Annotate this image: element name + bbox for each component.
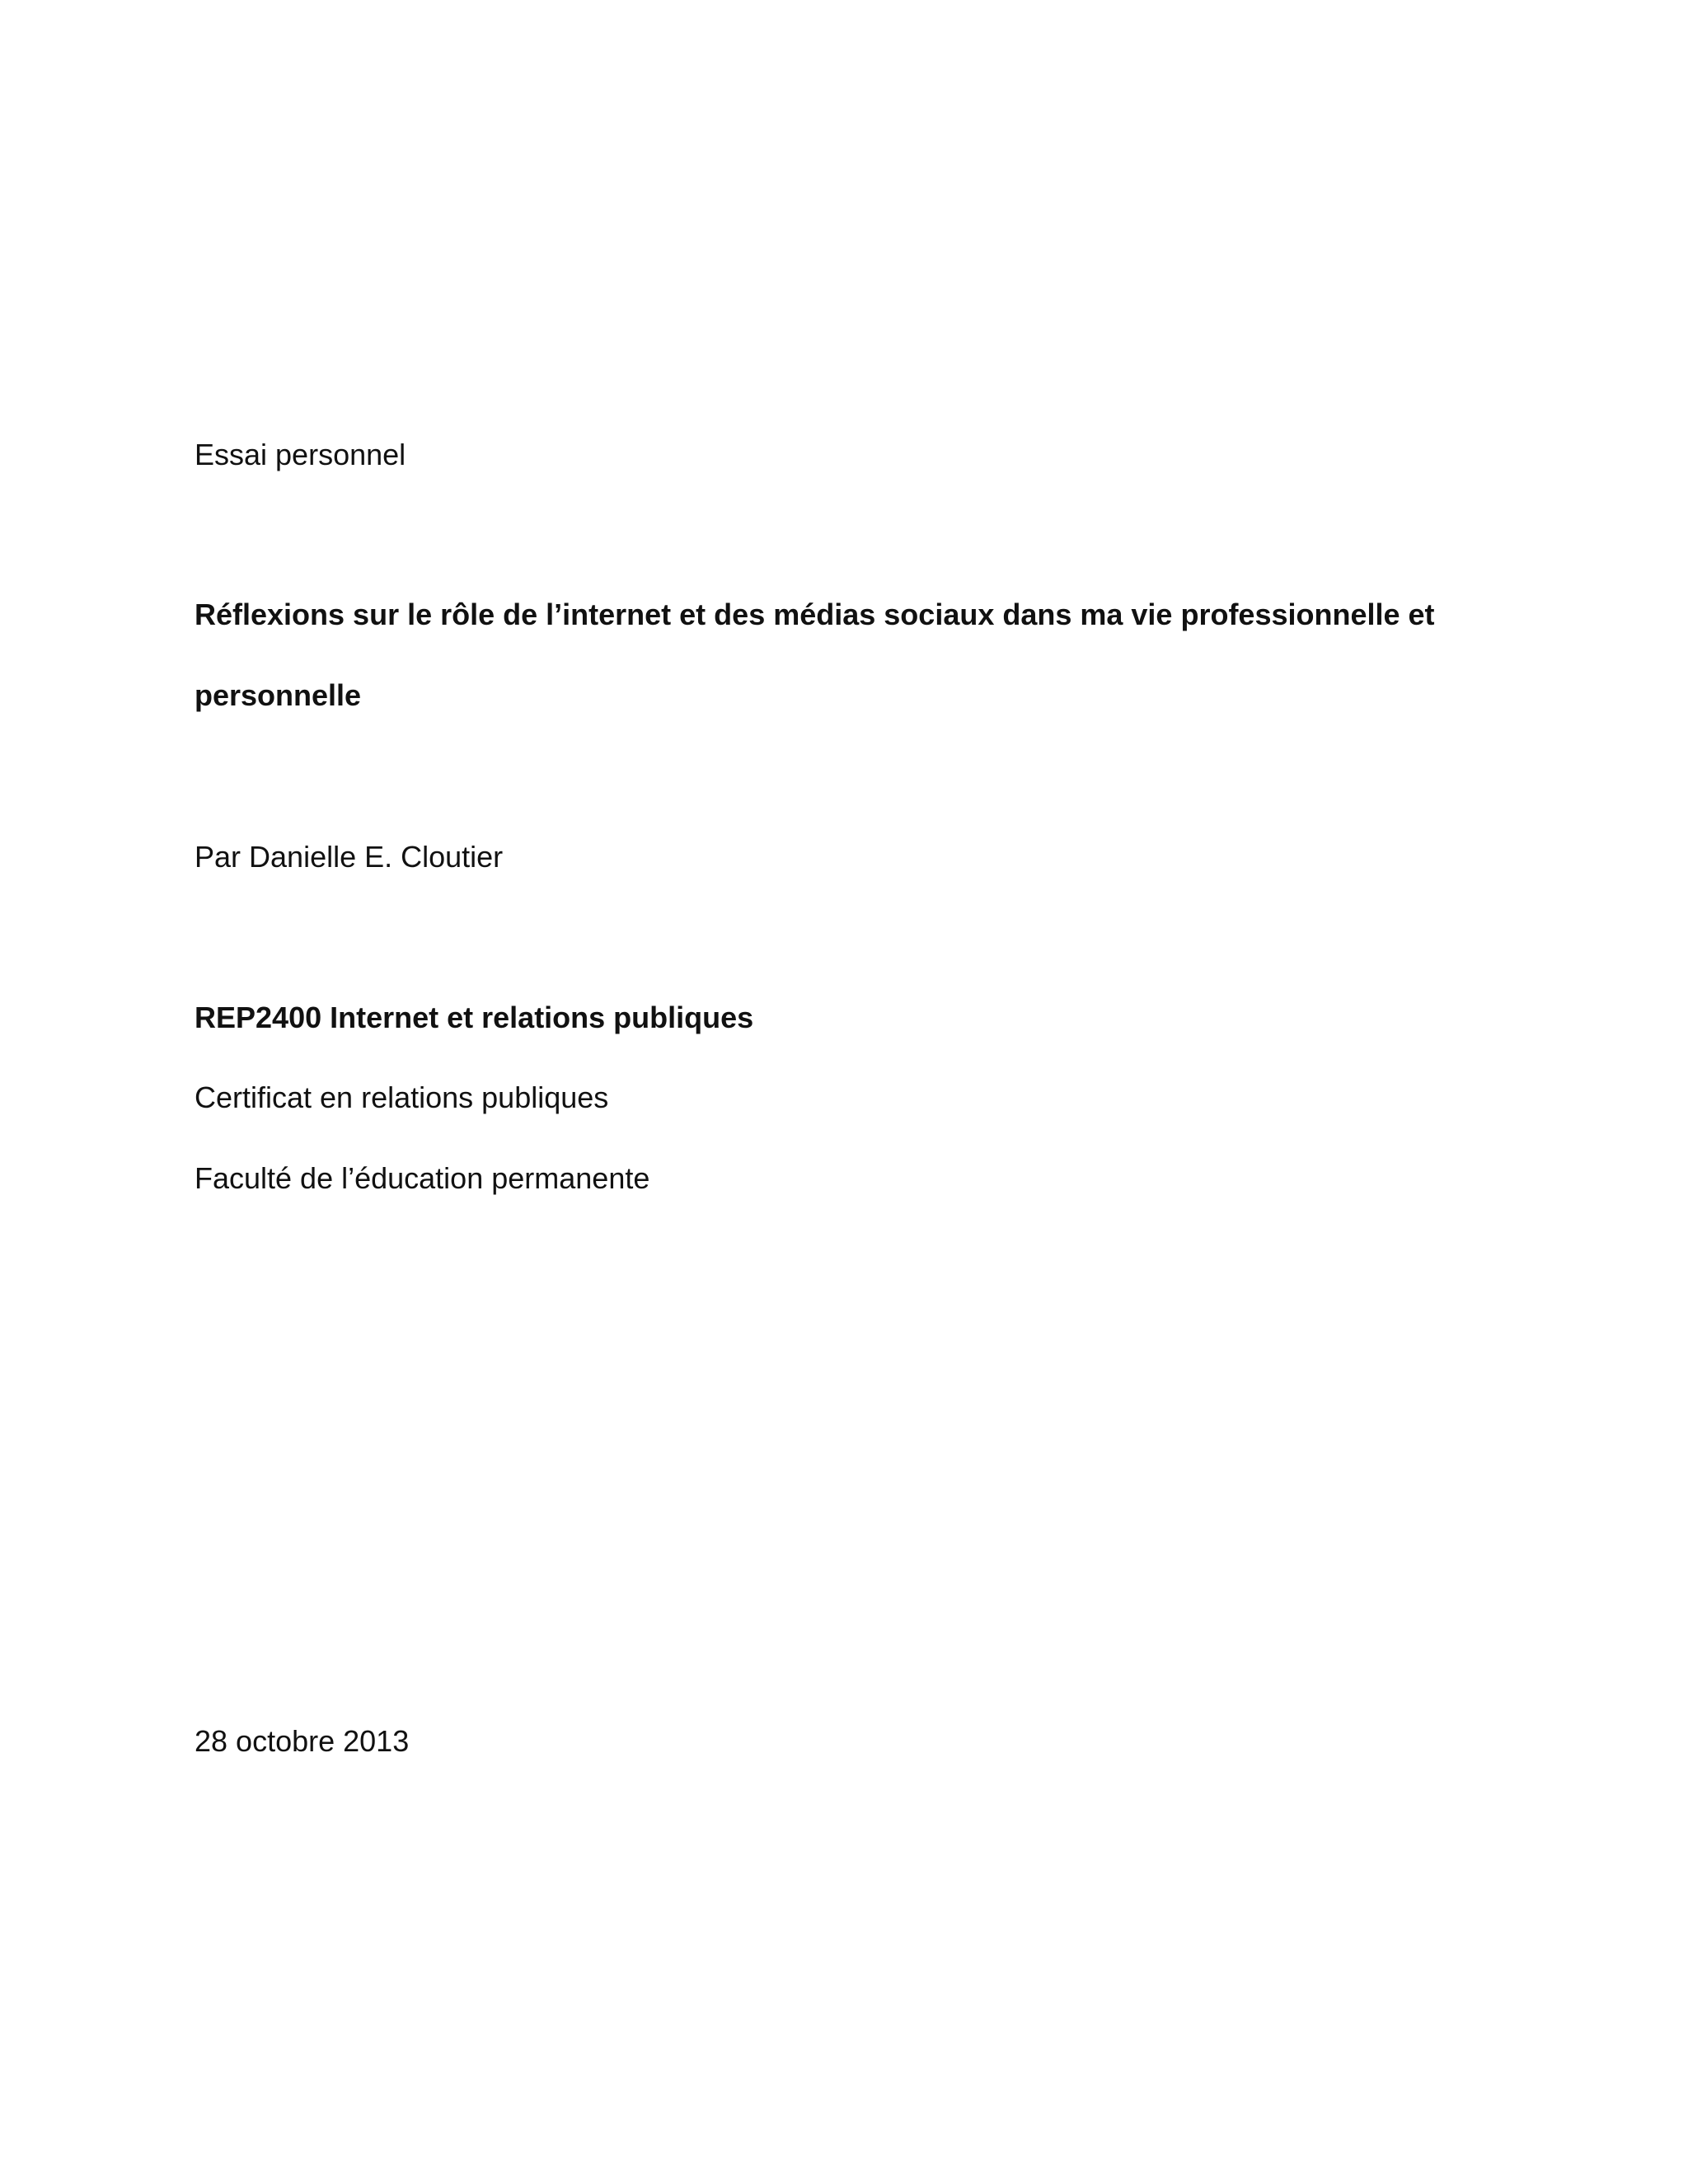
essay-type: Essai personnel	[195, 438, 406, 471]
document-date: 28 octobre 2013	[195, 1724, 410, 1758]
author-byline: Par Danielle E. Cloutier	[195, 840, 504, 874]
document-title-line-1: Réflexions sur le rôle de l’internet et des médias sociaux dans ma vie professionnelle et	[195, 598, 1435, 631]
program-name: Certificat en relations publiques	[195, 1080, 609, 1114]
course-name: REP2400 Internet et relations publiques	[195, 1001, 754, 1034]
document-title-line-2: personnelle	[195, 678, 362, 712]
faculty-name: Faculté de l’éducation permanente	[195, 1161, 650, 1195]
